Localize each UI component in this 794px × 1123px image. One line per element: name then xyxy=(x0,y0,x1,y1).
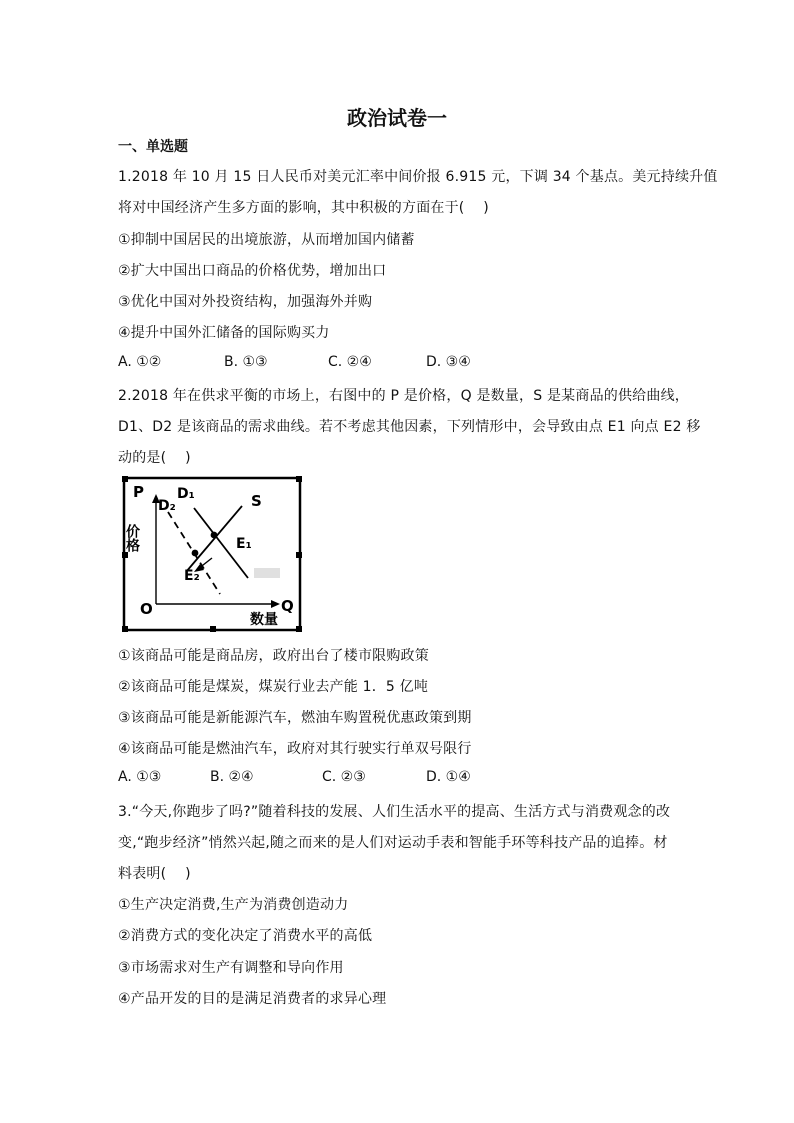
blurred-watermark xyxy=(254,568,280,578)
q2-choice-a: A. ①③ xyxy=(118,769,162,785)
supply-demand-figure xyxy=(122,476,302,632)
q2-choice-d: D. ①④ xyxy=(426,769,471,785)
q2-choice-c: C. ②③ xyxy=(322,769,366,785)
equilibrium-point-e2 xyxy=(192,550,199,557)
q2-stem-line-1: 2.2018 年在供求平衡的市场上，右图中的 P 是价格，Q 是数量，S 是某商品的供给曲线， xyxy=(118,388,689,404)
q3-stem-line-3: 料表明( ) xyxy=(118,866,191,882)
supply-demand-diagram xyxy=(122,476,302,632)
q2-item-1: ①该商品可能是商品房，政府出台了楼市限购政策 xyxy=(118,648,429,664)
axis-label-q: Q xyxy=(281,597,294,615)
q1-choice-c: C. ②④ xyxy=(328,354,372,370)
page-title: 政治试卷一 xyxy=(347,106,447,130)
q2-stem-line-3: 动的是( ) xyxy=(118,450,191,466)
q1-choice-b: B. ①③ xyxy=(224,354,268,370)
handle-square xyxy=(122,552,128,558)
label-s: S xyxy=(251,492,262,510)
q3-item-3: ③市场需求对生产有调整和导向作用 xyxy=(118,960,344,976)
handle-square xyxy=(296,476,302,482)
q2-stem-line-2: D1、D2 是该商品的需求曲线。若不考虑其他因素，下列情形中，会导致由点 E1 向点 E2 移 xyxy=(118,419,701,435)
equilibrium-point-e1 xyxy=(211,532,218,539)
q3-stem-line-2: 变,“跑步经济”悄然兴起,随之而来的是人们对运动手表和智能手环等科技产品的追捧。材 xyxy=(118,835,668,851)
q3-item-2: ②消费方式的变化决定了消费水平的高低 xyxy=(118,928,373,944)
q1-choice-a: A. ①② xyxy=(118,354,162,370)
label-e2: E₂ xyxy=(184,568,200,584)
q1-item-3: ③优化中国对外投资结构，加强海外并购 xyxy=(118,294,373,310)
handle-square xyxy=(210,626,216,632)
q2-item-4: ④该商品可能是燃油汽车，政府对其行驶实行单双号限行 xyxy=(118,741,472,757)
axis-label-quantity: 数量 xyxy=(250,612,278,628)
q1-item-1: ①抑制中国居民的出境旅游，从而增加国内储蓄 xyxy=(118,232,415,248)
q3-item-4: ④产品开发的目的是满足消费者的求异心理 xyxy=(118,991,387,1007)
handle-square xyxy=(122,626,128,632)
q1-stem-line-2: 将对中国经济产生多方面的影响，其中积极的方面在于( ) xyxy=(118,200,489,216)
handle-square xyxy=(296,552,302,558)
q1-item-2: ②扩大中国出口商品的价格优势，增加出口 xyxy=(118,263,387,279)
quantity-axis-arrow xyxy=(271,600,280,608)
q2-choice-b: B. ②④ xyxy=(210,769,254,785)
q3-item-1: ①生产决定消费,生产为消费创造动力 xyxy=(118,897,349,913)
axis-label-price: 价格 xyxy=(124,524,140,552)
origin-label: O xyxy=(140,600,153,618)
q2-item-2: ②该商品可能是煤炭，煤炭行业去产能 1．5 亿吨 xyxy=(118,679,429,695)
q2-item-3: ③该商品可能是新能源汽车，燃油车购置税优惠政策到期 xyxy=(118,710,472,726)
label-d1: D₁ xyxy=(177,486,195,502)
label-e1: E₁ xyxy=(236,536,252,552)
section-heading: 一、单选题 xyxy=(118,139,188,155)
label-d2: D₂ xyxy=(158,498,176,514)
q1-stem-line-1: 1.2018 年 10 月 15 日人民币对美元汇率中间价报 6.915 元，下调 34 个基点。美元持续升值 xyxy=(118,169,718,185)
handle-square xyxy=(296,626,302,632)
q1-choice-d: D. ③④ xyxy=(426,354,471,370)
axis-label-p: P xyxy=(133,483,144,501)
handle-square xyxy=(122,476,128,482)
supply-curve-s xyxy=(186,506,242,572)
q3-stem-line-1: 3.“今天,你跑步了吗?”随着科技的发展、人们生活水平的提高、生活方式与消费观念的改 xyxy=(118,804,671,820)
q1-item-4: ④提升中国外汇储备的国际购买力 xyxy=(118,325,330,341)
